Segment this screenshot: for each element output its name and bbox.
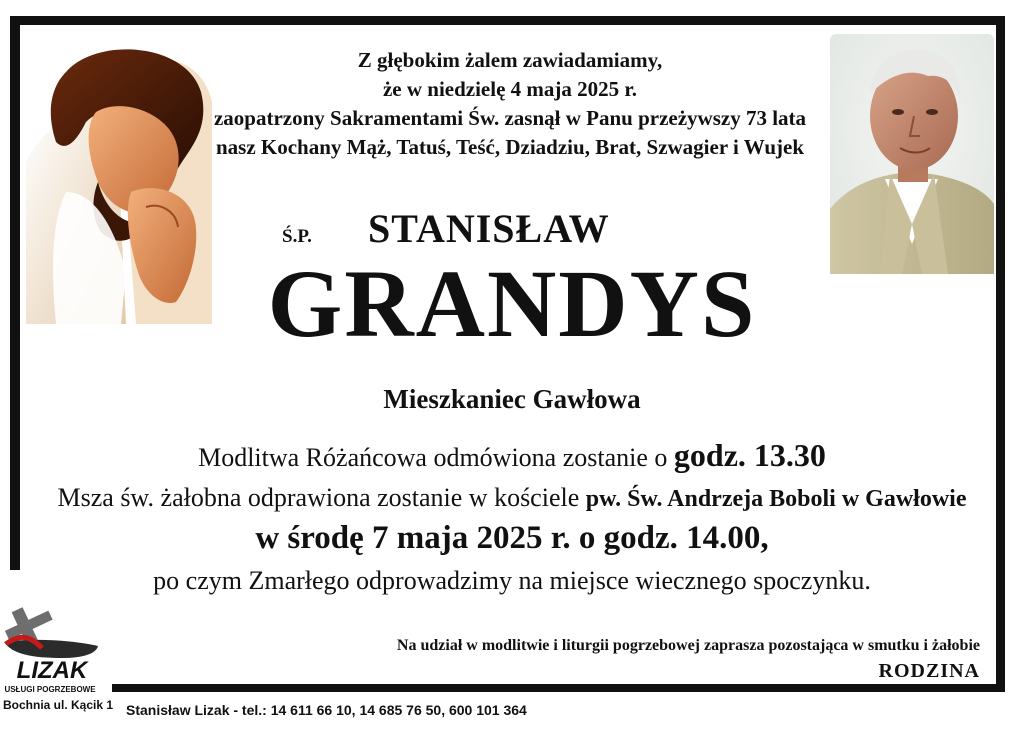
- logo-subtitle: USŁUGI POGRZEBOWE: [4, 685, 96, 694]
- burial-text: po czym Zmarłego odprowadzimy na miejsce wiecznego spoczynku.: [153, 566, 871, 595]
- intro-line: że w niedzielę 4 maja 2025 r.: [382, 77, 638, 101]
- rosary-time: godz. 13.30: [673, 437, 826, 473]
- intro-text: [200, 46, 820, 162]
- intro-line: nasz Kochany Mąż, Tatuś, Teść, Dziadziu, Brat, Szwagier i Wujek: [215, 135, 805, 159]
- logo-name: LIZAK: [16, 657, 88, 684]
- mass-church: pw. Św. Andrzeja Boboli w Gawłowie: [585, 486, 967, 512]
- family-signature: RODZINA: [878, 660, 980, 682]
- cross-logo: [2, 598, 102, 696]
- invitation-text: Na udział w modlitwie i liturgii pogrzebowej zaprasza pozostająca w smutku i żałobie: [396, 637, 980, 654]
- residence: Mieszkaniec Gawłowa: [383, 384, 641, 414]
- intro-line: zaopatrzony Sakramentami Św. zasnął w Panu przeżywszy 73 lata: [213, 106, 807, 130]
- rosary-text: Modlitwa Różańcowa odmówiona zostanie o: [198, 443, 668, 472]
- surname: GRANDYS: [267, 250, 757, 357]
- rosary-line: [0, 437, 1024, 474]
- funeral-home-contact: Stanisław Lizak - tel.: 14 611 66 10, 14 685 76 50, 600 101 364: [126, 702, 527, 718]
- mass-date: w środę 7 maja 2025 r. o godz. 14.00,: [255, 520, 769, 556]
- prefix-sp: Ś.P.: [282, 226, 312, 247]
- funeral-home-address: Bochnia ul. Kącik 1: [3, 698, 114, 712]
- intro-line: Z głębokim żalem zawiadamiamy,: [357, 48, 663, 72]
- first-name: STANISŁAW: [368, 206, 610, 251]
- mass-text: Msza św. żałobna odprawiona zostanie w kościele: [57, 483, 580, 512]
- mass-line: [0, 483, 1024, 513]
- portrait-photo: [830, 34, 994, 274]
